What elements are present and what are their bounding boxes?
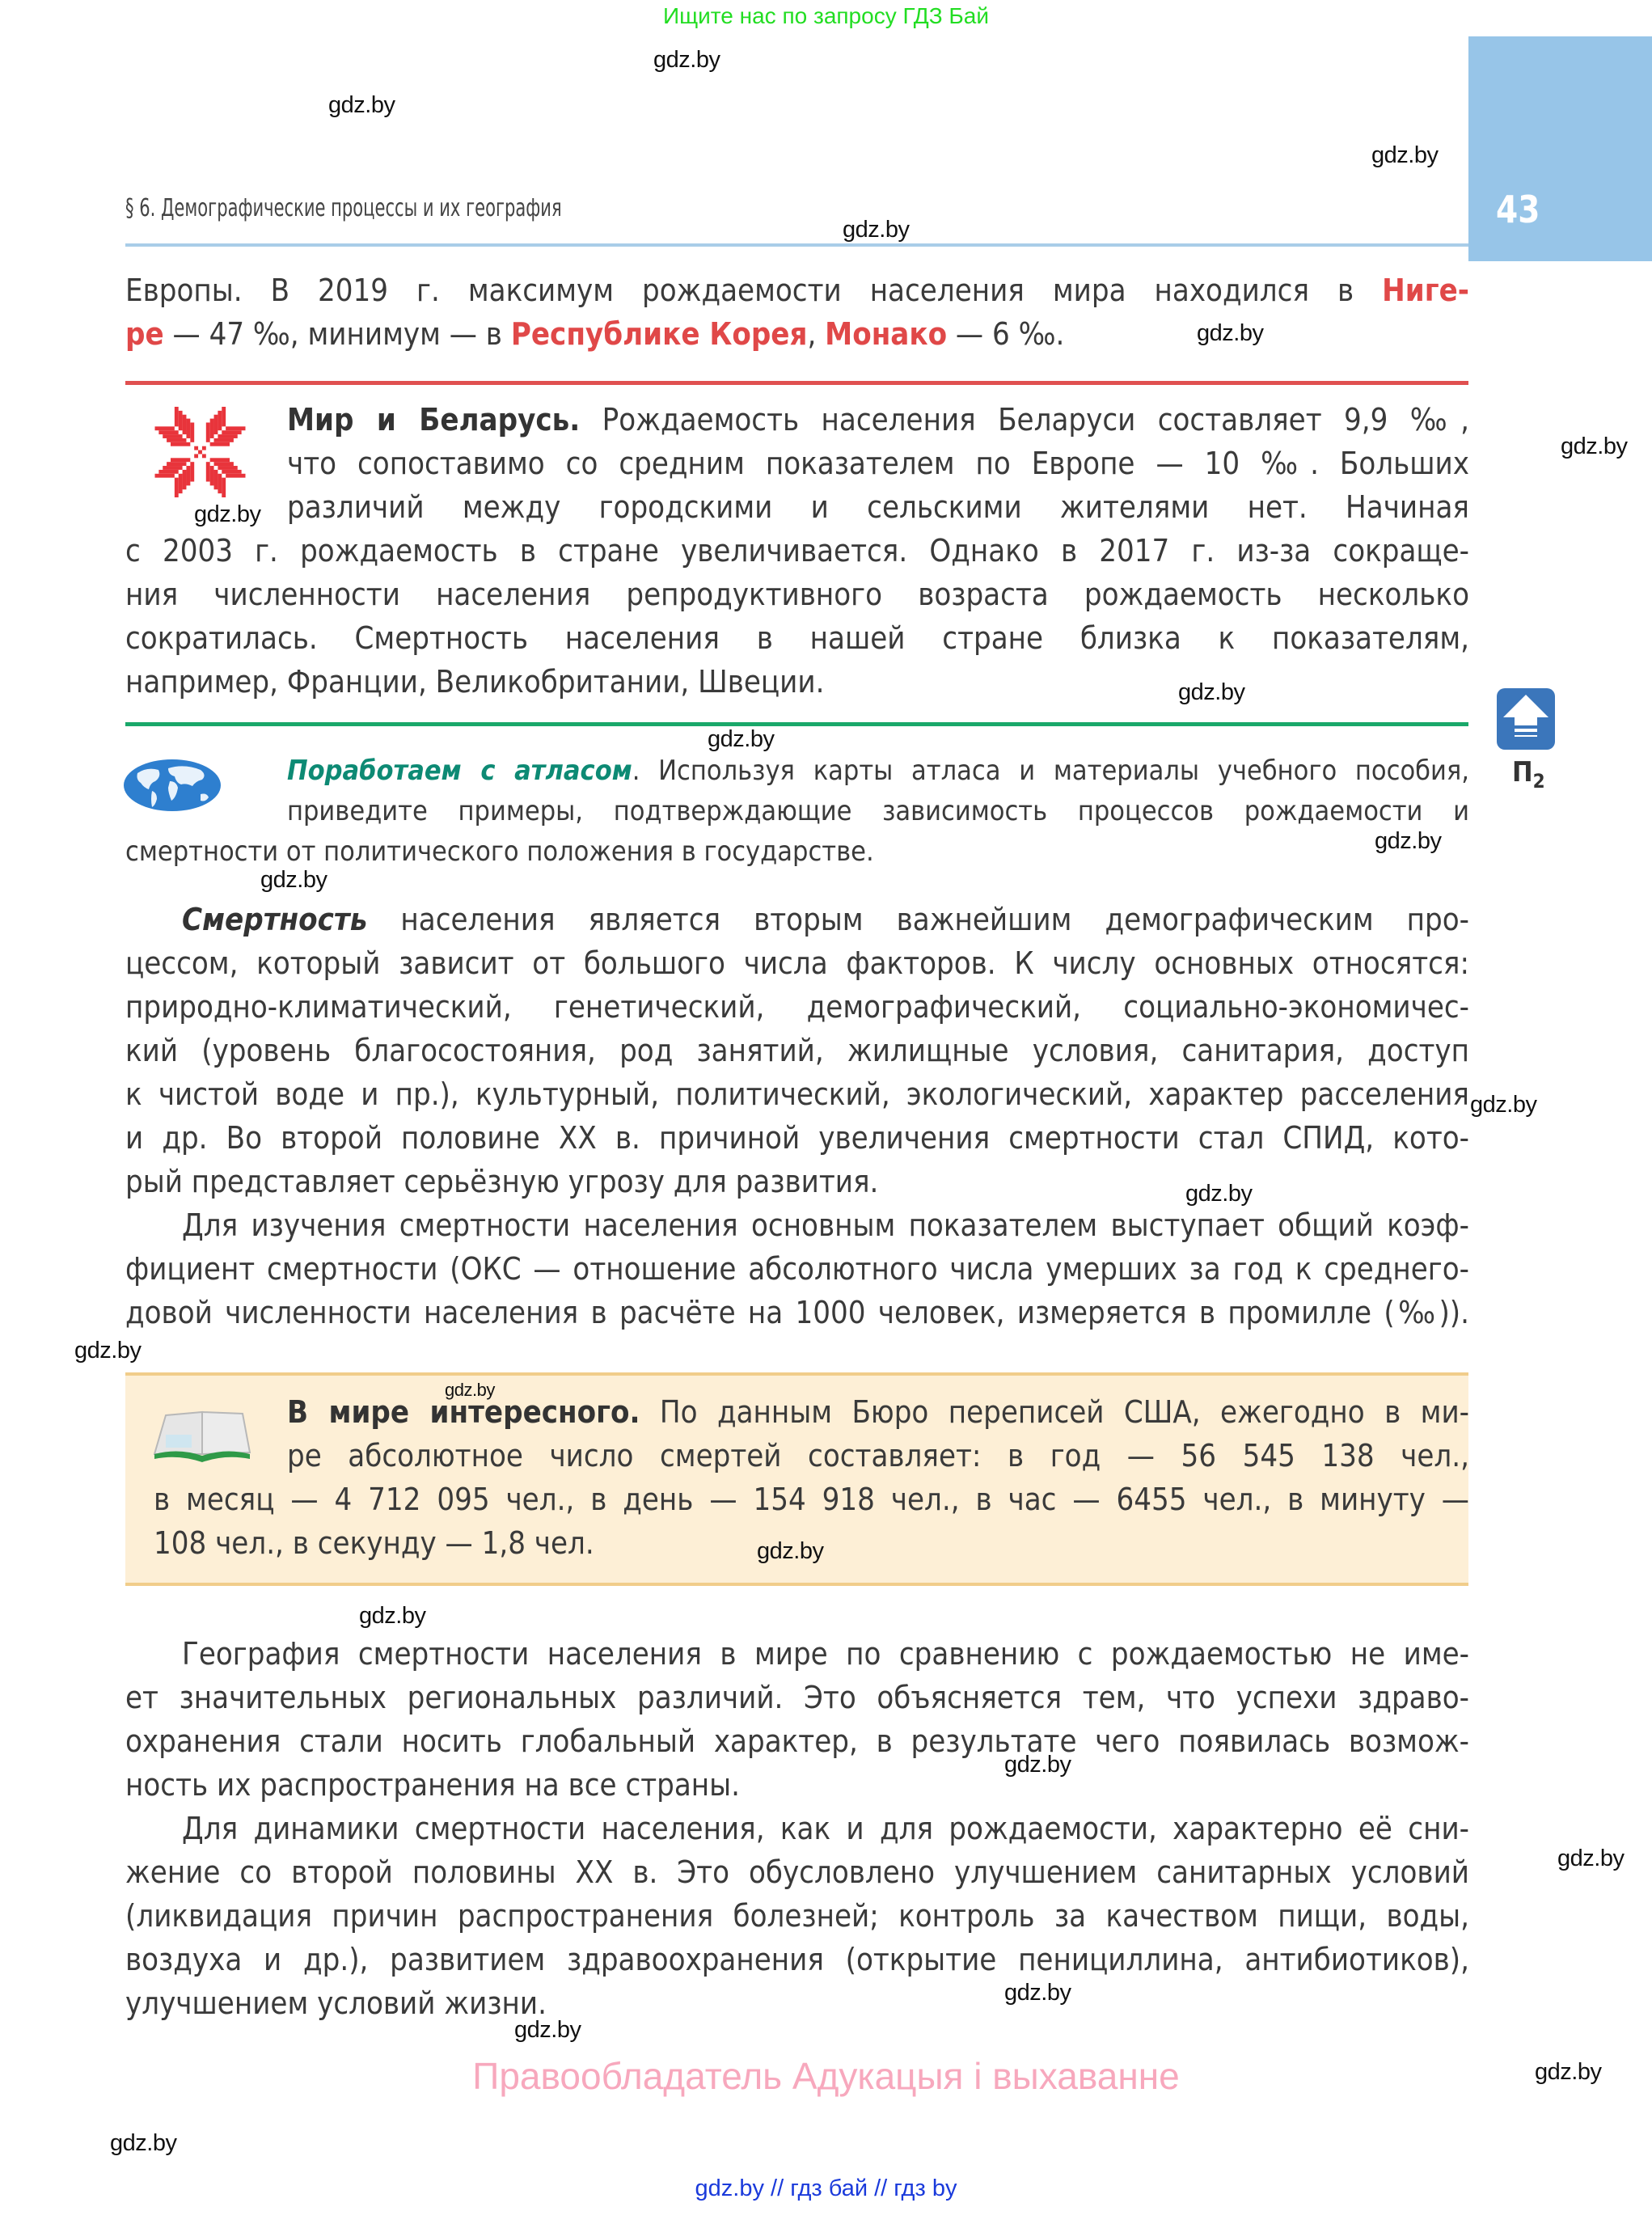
text: — 6 ‰.: [947, 316, 1065, 352]
watermark: gdz.by: [110, 2130, 177, 2156]
watermark: gdz.by: [1375, 828, 1442, 854]
watermark: gdz.by: [1004, 1980, 1071, 2006]
highlight-niger-end: ре: [125, 316, 164, 352]
atlas-line-3: смертности от политического положения в государстве.: [125, 835, 874, 868]
belarus-box-title: Мир и Беларусь.: [287, 402, 581, 438]
watermark: gdz.by: [260, 867, 327, 893]
mortality-section: [125, 898, 1469, 1334]
search-banner: Ищите нас по запросу ГДЗ Бай: [662, 3, 990, 28]
text: ,: [807, 316, 826, 352]
running-head: § 6. Демографические процессы и их география: [125, 194, 562, 222]
watermark: gdz.by: [843, 217, 910, 243]
geo-line-2: ет значительных региональных различий. Это объясняется тем, что успехи здраво-: [125, 1680, 1469, 1715]
facts-line-1: [125, 1390, 1469, 1434]
highlight-monaco: Монако: [825, 316, 948, 352]
geo-line-3: охранения стали носить глобальный характер, в результате чего появилась возмож-: [125, 1723, 1469, 1759]
atlas-task-title: Поработаем с атласом: [287, 755, 632, 787]
watermark: gdz.by: [653, 47, 720, 73]
interesting-box-title: В мире интересного.: [287, 1394, 640, 1430]
page-number: 43: [1496, 188, 1540, 231]
geography-section: [125, 1632, 1469, 2025]
watermark: gdz.by: [359, 1603, 426, 1629]
dyn-line-2: жение со второй половины XX в. Это обусловлено улучшением санитарных условий: [125, 1854, 1469, 1890]
appendix-marker: [1512, 756, 1545, 793]
atlas-task-top-rule: [125, 722, 1468, 726]
header-divider: [125, 243, 1468, 247]
watermark: gdz.by: [1557, 1846, 1625, 1871]
highlight-korea: Республике Корея: [510, 316, 808, 352]
belarus-line-7: например, Франции, Великобритании, Швеции.: [125, 664, 825, 700]
dyn-line-3: (ликвидация причин распространения болезней; контроль за качеством пищи, воды,: [125, 1898, 1469, 1934]
ocs-line-3: довой численности населения в расчёте на 1000 человек, измеряется в промилле (‰)).: [125, 1295, 1469, 1330]
text: Европы. В 2019 г. максимум рождаемости населения мира находился в: [125, 273, 1383, 308]
belarus-line-1: [125, 398, 1469, 442]
watermark: gdz.by: [708, 726, 775, 752]
mortality-line-4: кий (уровень благосостояния, род занятий, жилищные условия, санитария, доступ: [125, 1033, 1469, 1068]
ocs-line-2: фициент смертности (ОКС — отношение абсолютного числа умерших за год к среднего-: [125, 1251, 1469, 1287]
watermark: gdz.by: [194, 501, 261, 527]
mortality-line-2: цессом, который зависит от большого числа факторов. К числу основных относятся:: [125, 945, 1469, 981]
text: населения является вторым важнейшим демографическим про-: [367, 902, 1469, 937]
mortality-line-6: и др. Во второй половине XX в. причиной увеличения смертности стал СПИД, кото-: [125, 1120, 1469, 1156]
belarus-line-4: с 2003 г. рождаемость в стране увеличивается. Однако в 2017 г. из-за сокраще-: [125, 533, 1469, 569]
text: По данным Бюро переписей США, ежегодно в ми-: [659, 1394, 1470, 1430]
facts-line-2: ре абсолютное число смертей составляет: в год — 56 545 138 чел.,: [287, 1438, 1469, 1474]
watermark: gdz.by: [1371, 142, 1439, 168]
mortality-line-3: природно-климатический, генетический, демографический, социально-экономичес-: [125, 989, 1469, 1025]
belarus-line-5: ния численности населения репродуктивного возраста рождаемость несколько: [125, 577, 1469, 612]
watermark: gdz.by: [1178, 679, 1245, 705]
watermark: gdz.by: [445, 1380, 495, 1400]
belarus-box-top-rule: [125, 381, 1468, 385]
atlas-task: [125, 750, 1469, 872]
dyn-line-5: улучшением условий жизни.: [125, 1985, 547, 2021]
intro-line-2: [125, 312, 1469, 356]
dyn-line-1: Для динамики смертности населения, как и для рождаемости, характерно её сни-: [182, 1811, 1469, 1846]
marker-letter: П: [1512, 756, 1533, 789]
watermark: gdz.by: [757, 1538, 824, 1564]
watermark: gdz.by: [74, 1338, 142, 1364]
facts-line-3: в месяц — 4 712 095 чел., в день — 154 918 чел., в час — 6455 чел., в минуту —: [154, 1482, 1469, 1517]
watermark: gdz.by: [1185, 1181, 1253, 1207]
ocs-line-1: Для изучения смертности населения основным показателем выступает общий коэф-: [182, 1207, 1469, 1243]
atlas-line-1: [125, 750, 1469, 791]
mortality-line-1: [125, 898, 1469, 941]
upload-arrow-icon[interactable]: [1497, 688, 1555, 750]
intro-paragraph: [125, 268, 1469, 356]
belarus-box: [125, 398, 1469, 704]
watermark: gdz.by: [1470, 1092, 1537, 1118]
intro-line-1: [125, 268, 1469, 312]
watermark: gdz.by: [1535, 2059, 1602, 2085]
footer-links[interactable]: gdz.by // гдз бай // гдз by: [695, 2175, 957, 2201]
watermark: gdz.by: [328, 92, 395, 118]
text: . Используя карты атласа и материалы учебного пособия,: [632, 755, 1469, 787]
copyright-notice: Правообладатель Адукацыя і выхаванне: [472, 2055, 1180, 2097]
geo-line-4: ность их распространения на все страны.: [125, 1767, 741, 1803]
highlight-niger: Ниге-: [1382, 273, 1469, 308]
watermark: gdz.by: [1561, 433, 1628, 459]
watermark: gdz.by: [514, 2017, 581, 2043]
belarus-line-3: различий между городскими и сельскими жителями нет. Начиная: [287, 489, 1469, 525]
belarus-line-6: сократилась. Смертность населения в нашей стране близка к показателям,: [125, 620, 1469, 656]
watermark: gdz.by: [1197, 320, 1264, 346]
mortality-line-5: к чистой воде и пр.), культурный, политический, экологический, характер расселения: [125, 1076, 1469, 1112]
text: — 47 ‰, минимум — в: [163, 316, 511, 352]
dyn-line-4: воздуха и др.), развитием здравоохранения (открытие пенициллина, антибиотиков),: [125, 1942, 1469, 1977]
facts-line-4: 108 чел., в секунду — 1,8 чел.: [154, 1525, 594, 1561]
watermark: gdz.by: [1004, 1752, 1071, 1778]
geo-line-1: География смертности населения в мире по сравнению с рождаемостью не име-: [182, 1636, 1469, 1672]
mortality-term: Смертность: [182, 902, 368, 937]
atlas-line-2: приведите примеры, подтверждающие зависимость процессов рождаемости и: [287, 795, 1469, 827]
marker-subscript: 2: [1532, 769, 1545, 793]
text: Рождаемость населения Беларуси составляет 9,9 ‰,: [602, 402, 1469, 438]
mortality-line-7: рый представляет серьёзную угрозу для развития.: [125, 1164, 879, 1199]
belarus-line-2: что сопоставимо со средним показателем по Европе — 10 ‰. Больших: [287, 446, 1469, 481]
